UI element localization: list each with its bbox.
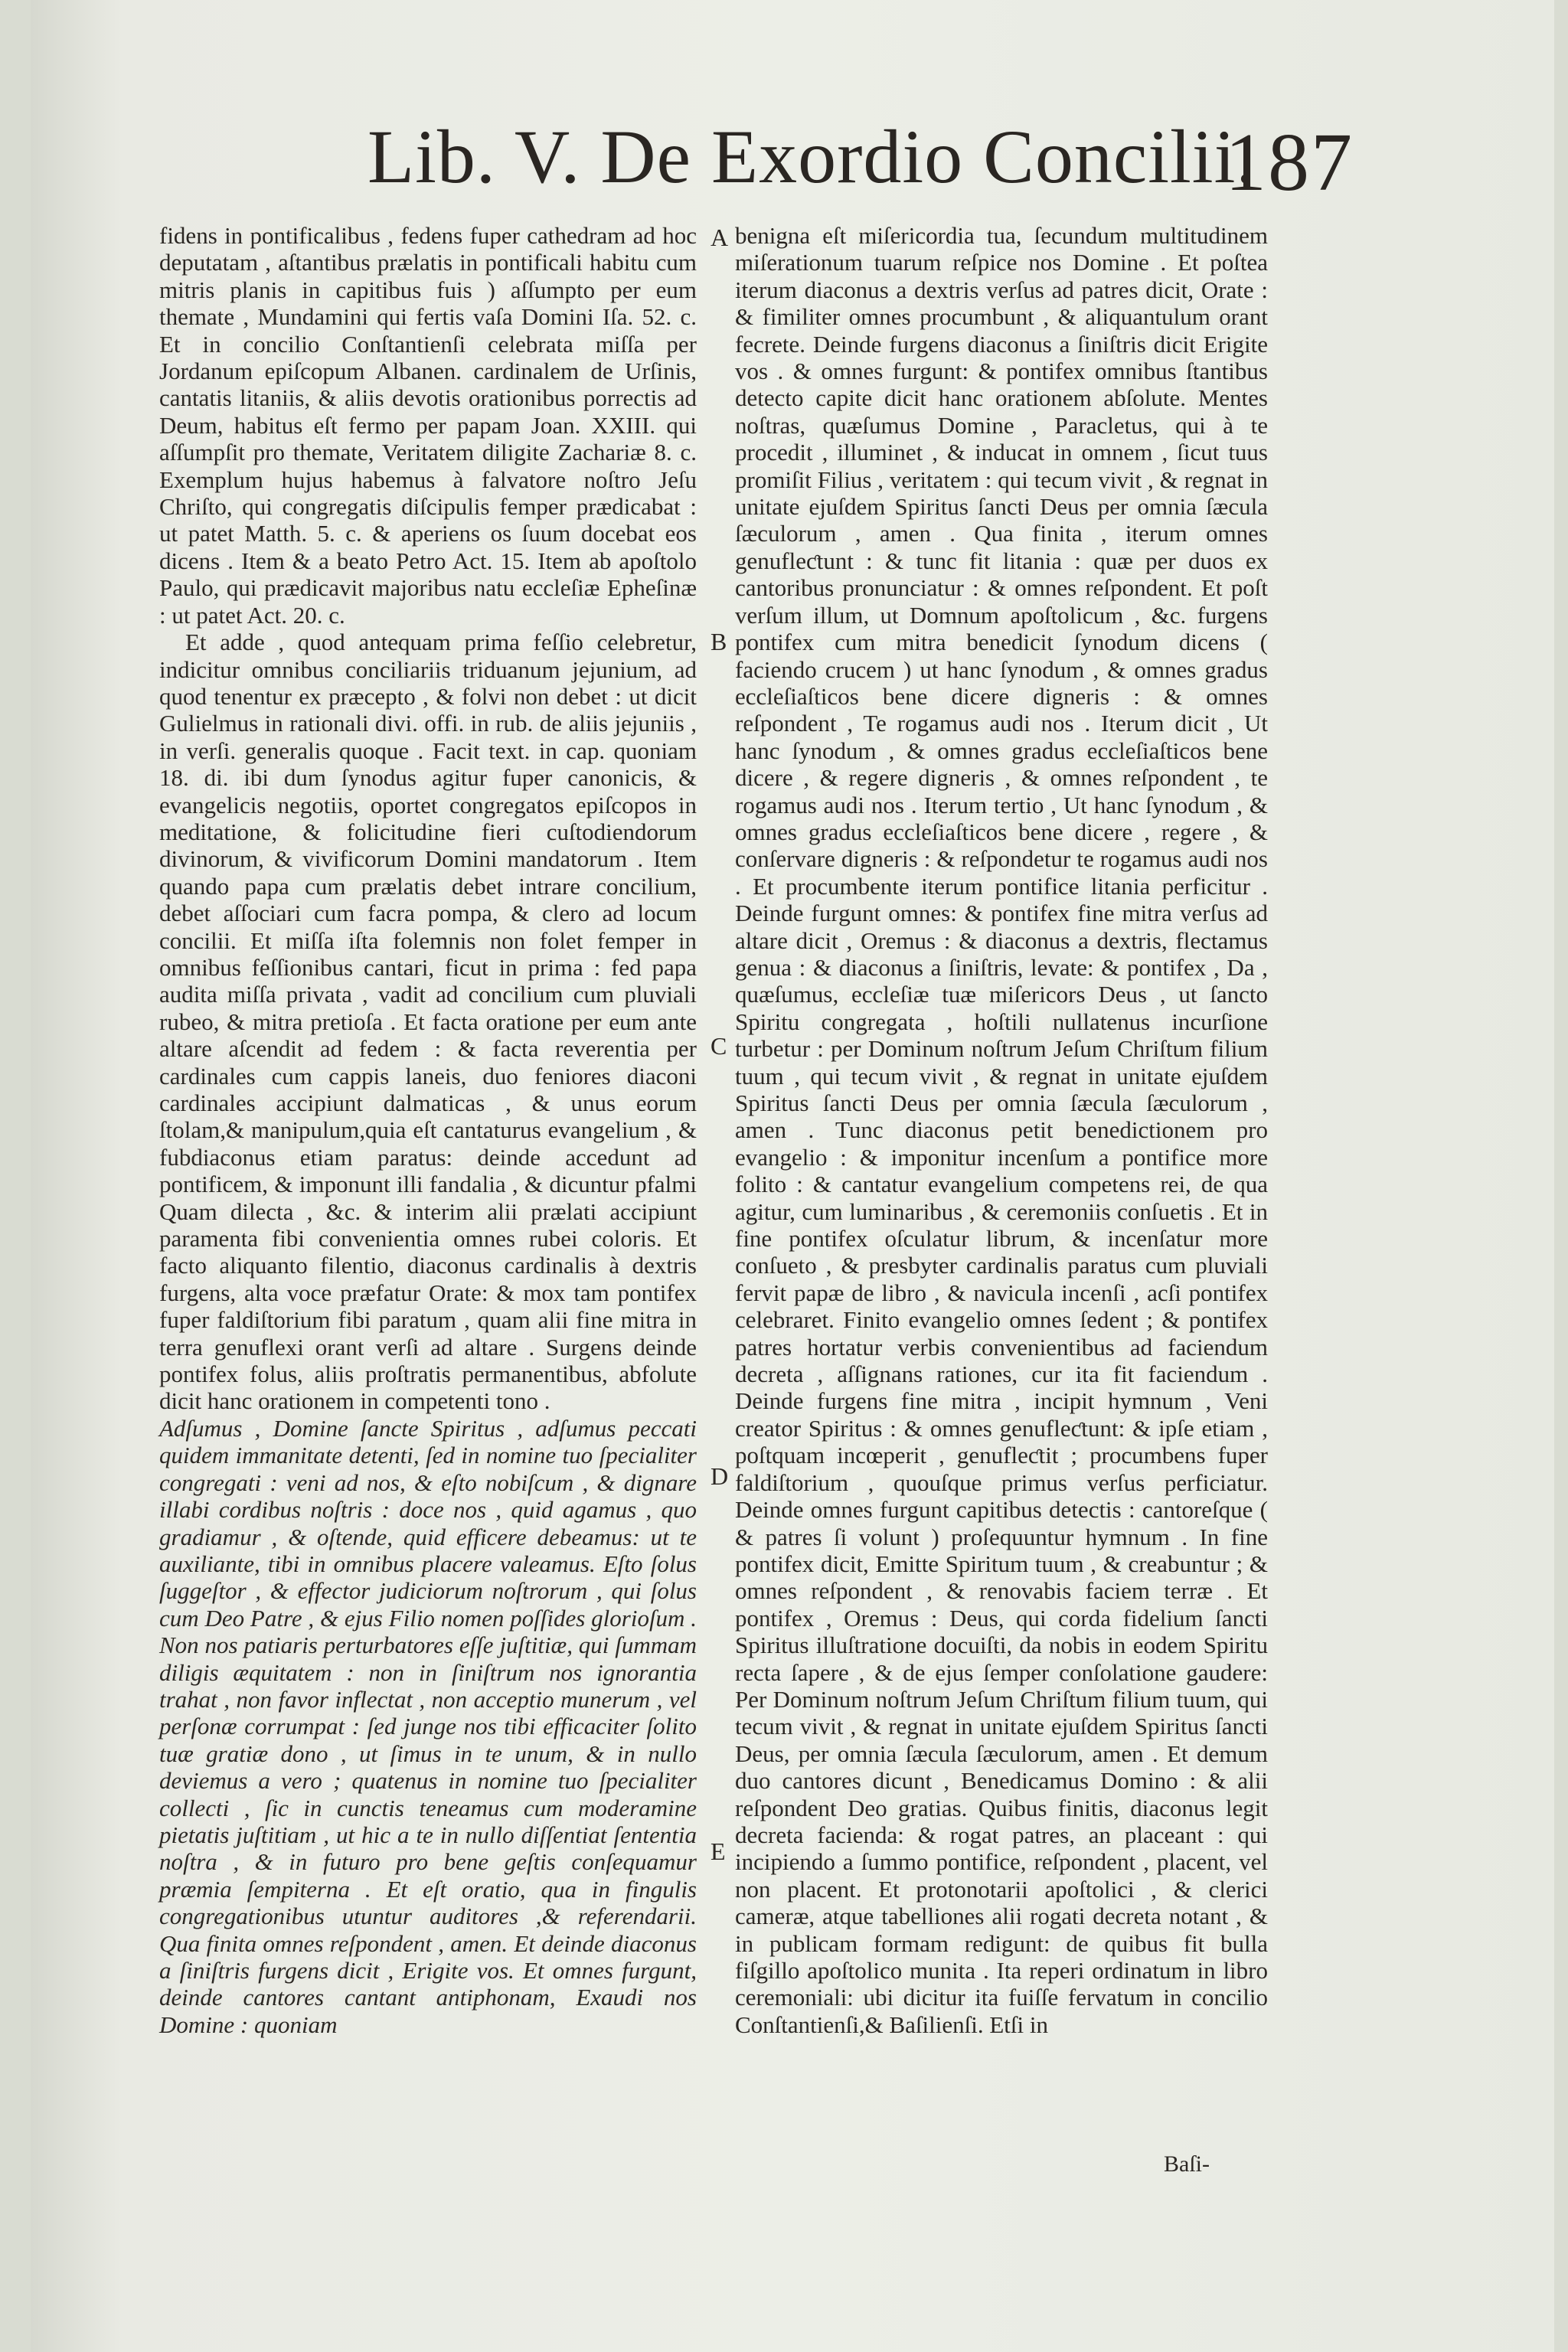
left-prayer-paragraph: Adſumus , Domine ſancte Spiritus , adſumus peccati quidem immanitate detenti, ſed in nomine tuo ſpecialiter congregati : veni ad nos, & eſto nobiſcum , & dignare illabi cordibus noſtris : doce nos , quid agamus , quo gradiamur , & oſtende, quid efficere debeamus: ut te auxiliante, tibi in omnibus placere valeamus. Eſto ſolus ſuggeſtor , & effector judiciorum noſtrorum , qui ſolus cum Deo Patre , & ejus Filio nomen poſſides glorioſum . Non nos patiaris perturbatores eſſe juſtitiæ, qui ſummam diligis æquitatem : non in ſiniſtrum nos ignorantia trahat , non favor inflectat , non acceptio munerum , vel perſonæ corrumpat : ſed junge nos tibi efficaciter ſolito tuæ gratiæ dono , ut ſimus in te unum, & in nullo deviemus a vero ; quatenus in nomine tuo ſpecialiter collecti , ſic in cunctis teneamus cum moderamine pietatis juſtitiam , ut hic a te in nullo diſſentiat ſententia noſtra , & in futuro pro bene geſtis conſequamur præmia ſempiterna . Et eſt oratio, qua in fingulis congregationibus utuntur auditores ,& referendarii. Qua finita omnes reſpondent , amen. Et deinde diaconus a ſiniſtris furgens dicit , Erigite vos. Et omnes furgunt, deinde cantores cantant antiphonam, Exaudi nos Domine : quoniam (159, 1414, 697, 2038)
catchword: Baſi- (1164, 2151, 1210, 2177)
right-paragraph-1: benigna eſt miſericordia tua, ſecundum multitudinem miſerationum tuarum reſpice nos Domine . Et poſtea iterum diaconus a dextris verſus ad patres dicit, Orate : & fimiliter omnes procumbunt , & aliquantulum orant fecrete. Deinde furgens diaconus a ſiniſtris dicit Erigite vos . & omnes furgunt: & pontifex omnibus ſtantibus detecto capite dicit hanc orationem abſolute. Mentes noſtras, quæſumus Domine , Paracletus, qui à te procedit , illuminet , & inducat in omnem , ſicut tuus promiſit Filius , veritatem : qui tecum vivit , & regnat in unitate ejuſdem Spiritus ſancti Deus per omnia ſæcula ſæculorum , amen . Qua finita , iterum omnes genufleƈtunt : & tunc fit litania : quæ per duos ex cantoribus pronunciatur : & omnes reſpondent. Et poſt verſum illum, ut Domnum apoſtolicum , &c. furgens pontifex cum mitra benedicit ſynodum dicens ( faciendo crucem ) ut hanc ſynodum , & omnes gradus eccleſiaſticos bene dicere digneris : & omnes reſpondent , Te rogamus audi nos . Iterum dicit , Ut hanc ſynodum , & omnes gradus eccleſiaſticos bene dicere , & regere digneris , & omnes reſpondent , te rogamus audi nos . Iterum tertio , Ut hanc ſynodum , & omnes gradus eccleſiaſticos bene dicere , regere , & conſervare digneris : & reſpondetur te rogamus audi nos . Et procumbente iterum pontifice litania perficitur . Deinde furgunt omnes: & pontifex fine mitra verſus ad altare dicit , Oremus : & diaconus a dextris, flectamus genua : & diaconus a ſiniſtris, levate: & pontifex , Da , quæſumus, eccleſiæ tuæ miſericors Deus , ut ſancto Spiritu congregata , hoſtili nullatenus incurſione turbetur : per Dominum noſtrum Jeſum Chriſtum filium tuum , qui tecum vivit , & regnat in unitate ejuſdem Spiritus ſancti Deus per omnia ſæcula ſæculorum , amen . Tunc diaconus petit benedictionem pro evangelio : & imponitur incenſum a pontifice more folito : & cantatur evangelium competens rei, de qua agitur, cum luminaribus , & ceremoniis conſuetis . Et in fine pontifex oſculatur librum, & incenſatur more conſueto , & presbyter cardinalis paratus cum pluviali fervit papæ de libro , & navicula incenſi , acſi pontifex celebraret. Finito evangelio omnes ſedent ; & pontifex patres hortatur verbis convenientibus ad faciendum decreta , aſſignans rationes, cur ita fit faciendum . Deinde furgens fine mitra , incipit hymnum , Veni creator Spiritus : & omnes genufleƈtunt: & ipſe etiam , poſtquam incœperit , genufleƈtit ; procumbens fuper faldiſtorium , quouſque primus verſus perficiatur. Deinde omnes furgunt capitibus detectis : cantoreſque ( & patres ſi volunt ) proſequuntur hymnum . In fine pontifex dicit, Emitte Spiritum tuum , & creabuntur ; & omnes reſpondent , & renovabis faciem terræ . Et pontifex , Oremus : Deus, qui corda fidelium ſancti Spiritus illuſtratione docuiſti, da nobis in eodem Spiritu recta ſapere , & de ejus ſemper conſolatione gaudere: Per Dominum noſtrum Jeſum Chriſtum filium tuum, qui tecum vivit , & regnat in unitate ejuſdem Spiritus ſancti Deus, per omnia ſæcula ſæculorum, amen . Et demum duo cantores dicunt , Benedicamus Domino : & alii reſpondent Deo gratias. Quibus finitis, diaconus legit decreta facienda: & rogat patres, an placeant : qui incipiendo a ſummo pontifice, reſpondent , placent, vel non placent. Et protonotarii apoſtolici , & clerici cameræ, atque tabelliones alii rogati decreta notant , & in publicam formam redigunt: de quibus fit bulla fiſgillo apoſtolico munita . Ita reperi ordinatum in libro ceremoniali: ubi dicitur ita fuiſſe fervatum in concilio Conſtantienſi,& Baſilienſi. Etſi in (735, 222, 1268, 2038)
margin-marker-b: B (710, 628, 727, 655)
running-title: Lib. V. De Exordio Concilii. (368, 114, 1256, 199)
margin-marker-e: E (710, 1838, 726, 1865)
left-paragraph-1: fidens in pontificalibus , fedens fuper cathedram ad hoc deputatam , aſtantibus prælatis in pontificali habitu cum mitris planis in capitibus fuis ) aſſumpto per eum themate , Mundamini qui fertis vaſa Domini Iſa. 52. c. Et in concilio Conſtantienſi celebrata miſſa per Jordanum epiſcopum Albanen. cardinalem de Urſinis, cantatis litaniis, & aliis devotis orationibus porrectis ad Deum, habitus eſt fermo per papam Joan. XXIII. qui aſſumpſit pro themate, Veritatem diligite Zachariæ 8. c. Exemplum hujus habemus à falvatore noſtro Jeſu Chriſto, qui congregatis diſcipulis femper prædicabat : ut patet Matth. 5. c. & aperiens os ſuum docebat eos dicens . Item & a beato Petro Act. 15. Item ab apoſtolo Paulo, qui prædicavit majoribus natu eccleſiæ Epheſinæ : ut patet Act. 20. c. (159, 222, 697, 629)
book-page (31, 0, 1554, 2352)
left-column (159, 222, 697, 2038)
page-number: 187 (1225, 117, 1354, 208)
margin-marker-a: A (710, 224, 729, 251)
margin-marker-c: C (710, 1032, 727, 1060)
left-paragraph-2: Et adde , quod antequam prima feſſio celebretur, indicitur omnibus conciliariis triduanum jejunium, ad quod tenentur ex præcepto , & folvi non debet : ut dicit Gulielmus in rationali divi. offi. in rub. de aliis jejuniis , in verſi. generalis quoque . Facit text. in cap. quoniam 18. di. ibi dum ſynodus agitur fuper canonicis, & evangelicis negotiis, oportet congregatos epiſcopos in meditatione, & folicitudine fieri cuſtodiendorum divinorum, & vivificorum Domini mandatorum . Item quando papa cum prælatis debet intrare concilium, debet aſſociari cum facra pompa, & clero ad locum concilii. Et miſſa iſta folemnis non folet femper in omnibus feſſionibus cantari, ficut in prima : fed papa audita miſſa privata , vadit ad concilium cum pluviali rubeo, & mitra pretioſa . Et facta oratione per eum ante altare aſcendit ad fedem : & facta reverentia per cardinales cum cappis laneis, duo feniores diaconi cardinales accipiunt dalmaticas , & unus eorum ſtolam,& manipulum,quia eſt cantaturus evangelium , & fubdiaconus etiam paratus: deinde accedunt ad pontificem, & imponunt illi fandalia , & dicuntur pfalmi Quam dilecta , &c. & interim alii prælati accipiunt paramenta fibi convenientia omnes rubei coloris. Et facto aliquanto filentio, diaconus cardinalis à dextris furgens, alta voce præfatur Orate: & mox tam pontifex fuper faldiſtorium fibi paratum , quam alii fine mitra in terra genuflexi orant verſi ad altare . Surgens deinde pontifex folus, aliis proſtratis permanentibus, abfolute dicit hanc orationem in competenti tono . (159, 629, 697, 1415)
right-column (735, 222, 1268, 2038)
margin-marker-d: D (710, 1462, 729, 1490)
